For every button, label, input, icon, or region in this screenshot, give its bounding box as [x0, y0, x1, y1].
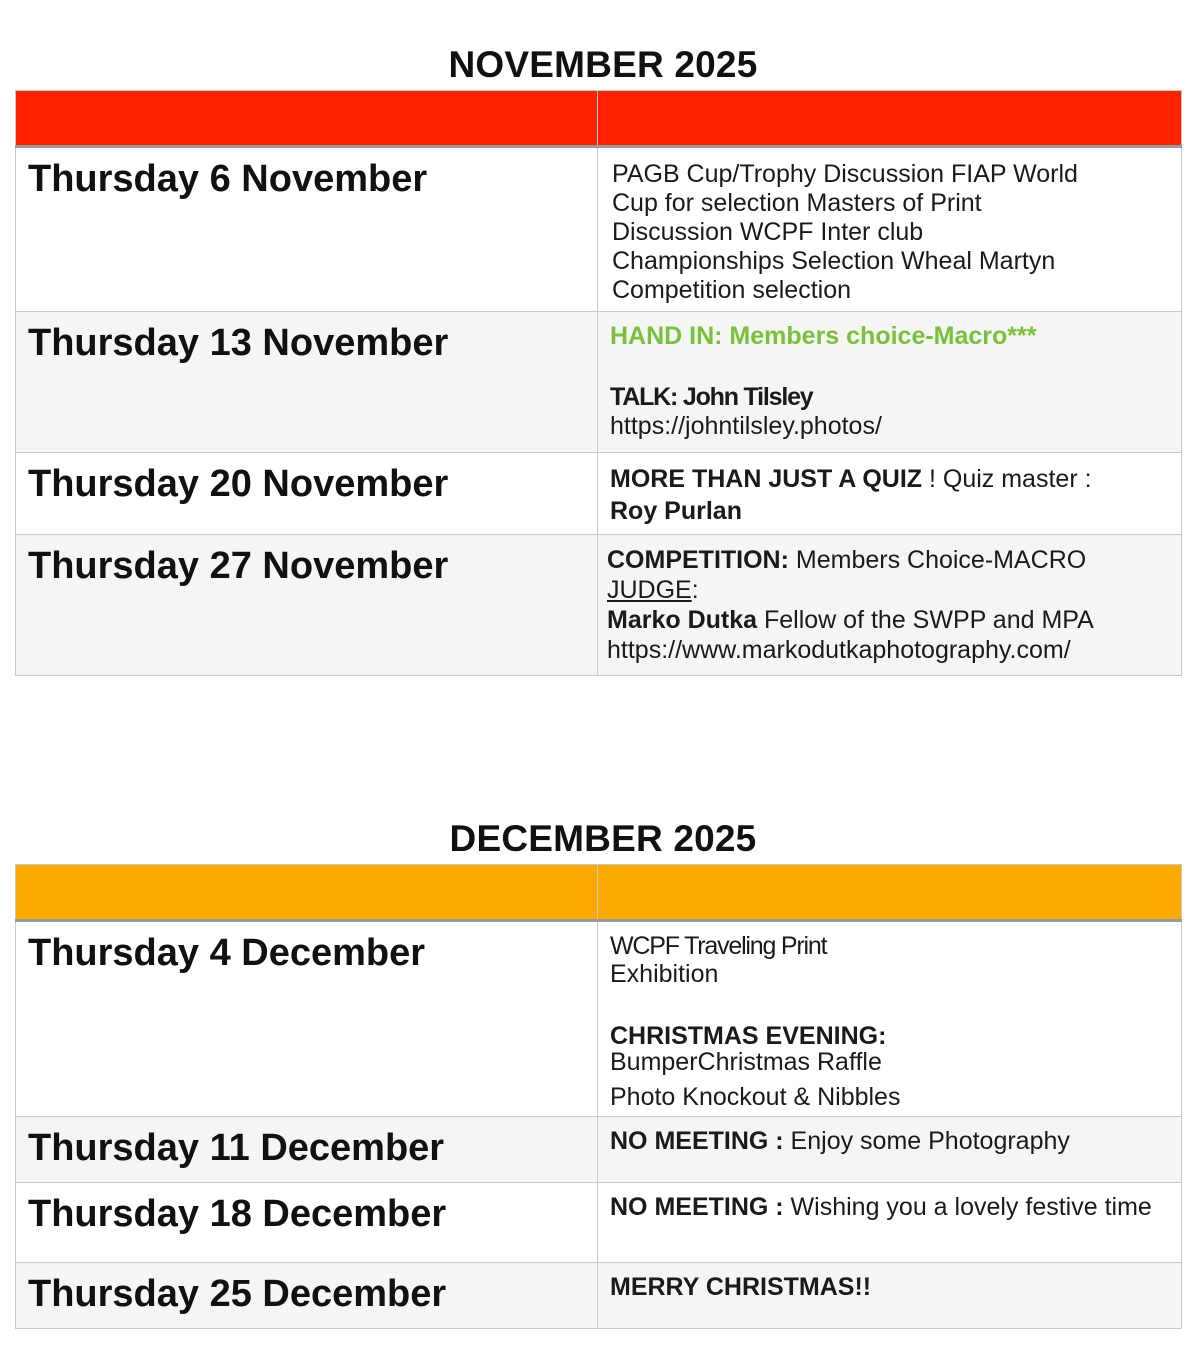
date-cell: Thursday 11 December — [16, 1117, 598, 1183]
table-row — [16, 535, 1182, 676]
judge-description: Fellow of the SWPP and MPA — [757, 606, 1094, 634]
table-row — [16, 1263, 1182, 1329]
talk-label: TALK: John Tilsley — [610, 383, 813, 411]
event-text: Enjoy some Photography — [783, 1127, 1070, 1155]
event-text: Wishing you a lovely festive time — [783, 1193, 1152, 1221]
event-cell — [598, 1263, 1182, 1329]
no-meeting-label: NO MEETING : — [610, 1193, 784, 1221]
table-row — [16, 1183, 1182, 1263]
event-cell — [598, 453, 1182, 535]
date-cell: Thursday 27 November — [16, 535, 598, 676]
table-row — [16, 921, 1182, 1117]
table-header-row — [16, 91, 1182, 147]
event-cell — [598, 1183, 1182, 1263]
date-cell: Thursday 18 December — [16, 1183, 598, 1263]
event-cell — [598, 921, 1182, 1117]
table-row — [16, 147, 1182, 312]
christmas-line: BumperChristmas Raffle — [610, 1048, 882, 1076]
header-cell-date — [16, 91, 598, 147]
table-row — [16, 453, 1182, 535]
judge-url-link[interactable]: https://www.markodutkaphotography.com/ — [607, 636, 1071, 664]
date-cell: Thursday 6 November — [16, 147, 598, 312]
exhibition-line: Exhibition — [610, 960, 719, 988]
event-cell — [598, 312, 1182, 453]
judge-colon: : — [691, 576, 699, 604]
christmas-evening-label: CHRISTMAS EVENING: — [610, 1022, 887, 1050]
header-cell-event — [598, 91, 1182, 147]
quiz-title: MORE THAN JUST A QUIZ — [610, 465, 923, 493]
merry-christmas-text: MERRY CHRISTMAS!! — [610, 1273, 872, 1301]
exhibition-line: WCPF Traveling Print — [610, 932, 827, 960]
event-line: Competition selection — [612, 276, 852, 304]
quiz-text: ! Quiz master : — [922, 465, 1092, 493]
competition-text: Members Choice-MACRO — [788, 546, 1087, 574]
hand-in-notice: HAND IN: Members choice-Macro*** — [610, 322, 1037, 350]
event-cell — [598, 147, 1182, 312]
event-line: Discussion WCPF Inter club — [612, 218, 924, 246]
table-row — [16, 1117, 1182, 1183]
november-title: NOVEMBER 2025 — [448, 44, 758, 85]
event-line: Championships Selection Wheal Martyn — [612, 247, 1056, 275]
november-schedule-table — [15, 90, 1182, 676]
december-schedule-table — [15, 864, 1182, 1329]
competition-label: COMPETITION: — [607, 546, 789, 574]
header-cell-event — [598, 865, 1182, 921]
date-cell: Thursday 13 November — [16, 312, 598, 453]
event-cell — [598, 535, 1182, 676]
event-cell — [598, 1117, 1182, 1183]
no-meeting-label: NO MEETING : — [610, 1127, 784, 1155]
december-title: DECEMBER 2025 — [449, 818, 757, 859]
date-cell: Thursday 25 December — [16, 1263, 598, 1329]
header-cell-date — [16, 865, 598, 921]
event-line: Cup for selection Masters of Print — [612, 189, 982, 217]
date-cell: Thursday 4 December — [16, 921, 598, 1117]
quiz-master-name: Roy Purlan — [610, 497, 742, 525]
date-cell: Thursday 20 November — [16, 453, 598, 535]
talk-url-link[interactable]: https://johntilsley.photos/ — [610, 412, 882, 440]
table-row — [16, 312, 1182, 453]
event-line: PAGB Cup/Trophy Discussion FIAP World — [612, 160, 1078, 188]
christmas-line: Photo Knockout & Nibbles — [610, 1083, 901, 1111]
judge-label: JUDGE — [607, 576, 692, 604]
table-header-row — [16, 865, 1182, 921]
judge-name: Marko Dutka — [607, 606, 758, 634]
